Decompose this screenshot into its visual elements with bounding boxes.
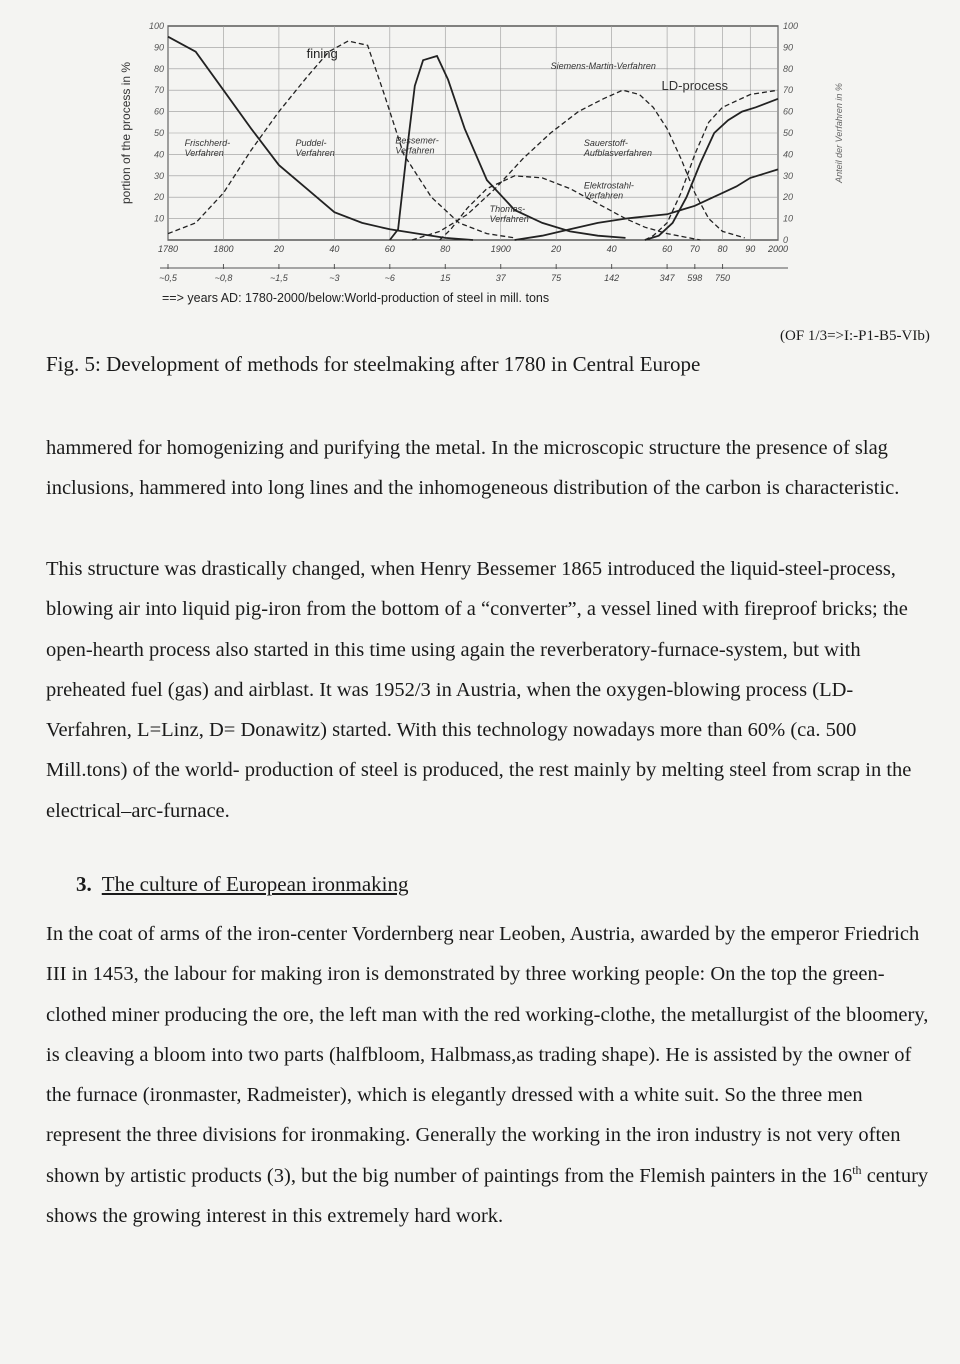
figure-reference: (OF 1/3=>I:-P1-B5-VIb)	[780, 328, 930, 344]
production-tick-label: 347	[659, 273, 675, 283]
y-right-tick-label: 70	[783, 85, 794, 96]
y-tick-label: 100	[148, 21, 164, 31]
production-tick-label: 75	[551, 273, 562, 283]
x-tick-label: 40	[329, 244, 340, 254]
x-tick-label: 80	[717, 244, 728, 254]
x-tick-label: 60	[662, 244, 673, 254]
section-title: The culture of European ironmaking	[101, 872, 409, 896]
production-tick-label: ~1,5	[270, 273, 288, 283]
production-tick-label: ~0,8	[214, 273, 233, 283]
x-tick-label: 20	[551, 244, 562, 254]
x-tick-label: 90	[745, 244, 756, 254]
series-label-line: Thomas-	[489, 204, 526, 215]
y-tick-label: 40	[153, 149, 164, 160]
series-label-line: Verfahren	[395, 145, 435, 156]
y-right-tick-label: 80	[783, 63, 794, 74]
y-right-tick-label: 10	[783, 213, 794, 224]
series-label	[584, 181, 634, 201]
paragraph-coat-of-arms	[46, 914, 936, 1236]
y-axis-label-right: Anteil der Verfahren in %	[834, 83, 844, 183]
series-line	[515, 169, 778, 240]
production-tick-label: 37	[495, 273, 506, 283]
y-right-tick-label: 20	[783, 192, 794, 203]
section-heading	[76, 872, 408, 897]
y-tick-label: 80	[153, 63, 164, 74]
annotation-fining: fining	[306, 46, 338, 62]
series-label	[296, 138, 335, 158]
y-right-tick-label: 90	[783, 42, 794, 53]
x-tick-label: 1900	[490, 244, 511, 254]
production-tick-label: 142	[604, 273, 620, 283]
series-label-line: Aufblasverfahren	[583, 147, 652, 158]
y-tick-label: 10	[153, 213, 164, 224]
series-label-line: Verfahren	[489, 214, 529, 225]
production-tick-label: 750	[715, 273, 731, 283]
x-tick-label: 70	[689, 244, 700, 254]
y-right-tick-label: 30	[783, 170, 794, 181]
series-label-line: Puddel-	[295, 137, 327, 148]
x-tick-label: 80	[440, 244, 451, 254]
series-label-line: Frischherd-	[184, 137, 231, 148]
series-label-line: Bessemer-	[395, 135, 439, 146]
series-label: LD-process	[661, 78, 729, 94]
y-right-tick-label: 40	[783, 149, 794, 160]
y-right-tick-label: 0	[783, 235, 789, 245]
production-tick-label: 598	[687, 273, 703, 283]
series-label-line: Sauerstoff-	[583, 137, 628, 148]
series-label: Siemens-Martin-Verfahren	[550, 60, 656, 71]
y-right-tick-label: 50	[783, 128, 794, 138]
y-right-tick-label: 100	[783, 21, 799, 31]
figure-caption: Fig. 5: Development of methods for steelmaking after 1780 in Central Europe	[46, 352, 701, 376]
x-axis-label: ==> years AD: 1780-2000/below:World-production of steel in mill. tons	[162, 291, 550, 305]
series-line	[645, 90, 778, 240]
series-label-line: Verfahren	[184, 147, 224, 158]
x-tick-label: 40	[606, 244, 617, 254]
section-number: 3.	[76, 872, 92, 896]
y-axis-label: portion of the process in %	[119, 61, 133, 205]
chart-svg	[118, 18, 858, 318]
production-tick-label: ~6	[384, 273, 395, 283]
series-label-line: Verfahren	[583, 190, 624, 201]
ordinal-superscript: th	[852, 1162, 862, 1177]
y-tick-label: 20	[153, 192, 164, 203]
y-tick-label: 30	[153, 170, 164, 181]
series-label-line: Elektrostahl-	[583, 180, 634, 191]
paragraph-slag-inclusions: hammered for homogenizing and purifying the metal. In the microscopic structure the presence of slag inclusions, hammered into long lines and the inhomogeneous distribution of the carbon is characteristic.	[46, 437, 900, 500]
production-tick-label: ~3	[329, 273, 340, 283]
paragraph-coat-of-arms-end: century shows the growing interest in this extremely hard work.	[46, 1164, 929, 1228]
y-tick-label: 50	[153, 128, 164, 138]
x-tick-label: 20	[273, 244, 284, 254]
series-label	[490, 204, 529, 224]
y-tick-label: 70	[153, 85, 164, 96]
y-tick-label: 60	[153, 106, 164, 117]
x-tick-label: 60	[384, 244, 395, 254]
figure-chart	[118, 18, 858, 318]
production-tick-label: ~0,5	[159, 273, 177, 283]
paragraph-bessemer-process: This structure was drastically changed, when Henry Bessemer 1865 introduced the liquid-steel-process, blowing air into liquid pig-iron from the bottom of a “converter”, a vessel lined with fireproof bricks; the open-hearth process also started in this time using again the reverberatory-furnace-system, but with preheated fuel (gas) and airblast. It was 1952/3 in Austria, when the oxygen-blowing process (LD-Verfahren, L=Linz, D= Donawitz) started. With this technology nowadays more than 60% (ca. 500 Mill.tons) of the world- production of steel is produced, the rest mainly by melting steel from scrap in the electrical–arc-furnace.	[46, 558, 912, 822]
y-tick-label: 90	[153, 42, 164, 53]
x-tick-label: 1800	[213, 244, 234, 254]
series-label	[185, 138, 231, 158]
y-right-tick-label: 60	[783, 106, 794, 117]
x-tick-label: 1780	[157, 244, 179, 254]
production-tick-label: 15	[440, 273, 451, 283]
series-label-line: Verfahren	[295, 147, 335, 158]
x-tick-label: 2000	[767, 244, 789, 254]
series-label	[583, 138, 652, 158]
paragraph-coat-of-arms-main: In the coat of arms of the iron-center Vordernberg near Leoben, Austria, awarded by the emperor Friedrich III in 1453, the labour for making iron is demonstrated by three working people: On the top the green-clothed miner producing the ore, the left man with the red working-clothe, the metallurgist of the bloomery, is cleaving a bloom into two parts (halfbloom, Halbmass,as trading shape). He is assisted by the owner of the furnace (ironmaster, Radmeister), which is elegantly dressed with a white suit. So the three men represent the three divisions for ironmaking. Generally the working in the iron industry is not very often shown by artistic products (3), but the big number of paintings from the Flemish painters in the 16	[46, 923, 929, 1187]
series-label	[395, 136, 438, 156]
